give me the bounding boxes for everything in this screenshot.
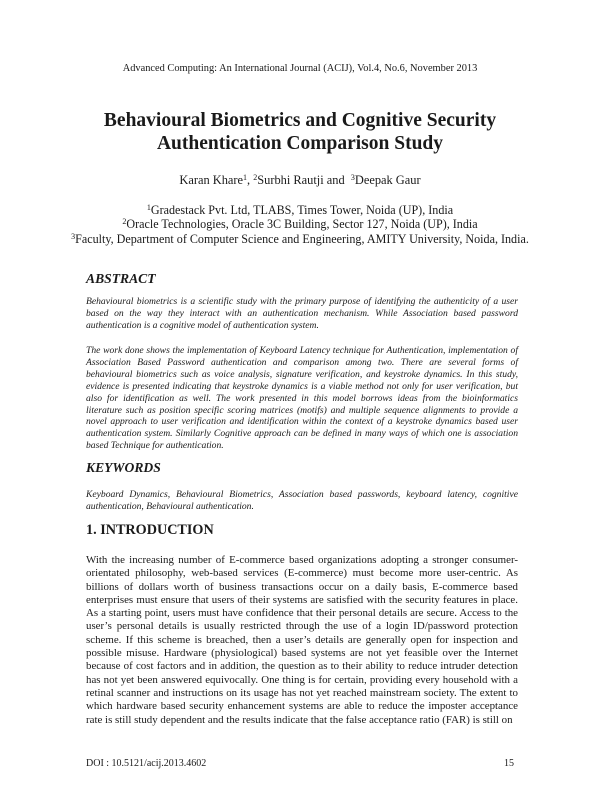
author-2-name: Surbhi Rautji and [257,173,345,187]
introduction-heading: 1. INTRODUCTION [86,522,214,538]
author-1 [179,173,253,187]
introduction-text: With the increasing number of E-commerce based organizations adopting a stronger consumer-orientated philosophy, web-based services (E-commerce) must become more user-centric. As billions of dollars worth of business transactions occur on a daily basis, E-commerce based enterprises must ensure that users of their systems are satisfied with the security features in place. As a starting point, users must have confidence that their personal details are secure. Access to the user’s personal details is usually restricted through the use of a login ID/password protection scheme. If this scheme is breached, then a user’s details are generally open for inspection and possible misuse. Hardware (physiological) based systems are not yet feasible over the Internet because of cost factors and in addition, the question as to their ability to reduce intruder detection has not yet been answered equivocally. One thing is for certain, providing every household with a retinal scanner and instructions on its usage has not yet reached mainstream society. The extent to which hardware based security enhancement systems are able to reduce the imposter acceptance rate is still study dependent and the results indicate that the false acceptance ratio (FAR) is still on [86,554,518,726]
affiliation-list [70,203,530,246]
author-1-mark: 1 [243,173,248,182]
author-2-mark: 2 [253,173,258,182]
abstract-paragraph-2: The work done shows the implementation of Keyboard Latency technique for Authentication, implementation of Association Based Password authentication and comparison among two. There are several forms of behavioural biometrics such as voice analysis, signature verification, and keystroke dynamics. In this study, evidence is presented indicating that keystroke dynamics is a viable method not only for user verification, but also for identification as well. The work presented in this model borrows ideas from the bioinformatics literature such as position specific scoring matrices (motifs) and multiple sequence alignments to provide a novel approach to user verification and identification within the context of a keystroke dynamics based user authentication system. Similarly Cognitive approach can be defined in many ways of which one is association based Technique for authentication. [86,345,518,452]
paper-title [60,109,540,155]
affiliation-3-mark: 3 [71,231,76,241]
affiliation-2-mark: 2 [122,217,127,227]
author-3-name: Deepak Gaur [354,173,421,187]
affiliation-3-text: Faculty, Department of Computer Science and Engineering, AMITY University, Noida, India. [75,231,529,246]
running-header: Advanced Computing: An International Journal (ACIJ), Vol.4, No.6, November 2013 [122,63,478,74]
author-3-mark: 3 [350,173,355,182]
keywords-heading: KEYWORDS [86,460,161,475]
title-line-1: Behavioural Biometrics and Cognitive Security [103,110,497,131]
affiliation-2 [70,217,530,231]
author-list [0,173,600,188]
title-line-2: Authentication Comparison Study [156,133,444,154]
doi-footer: DOI : 10.5121/acij.2013.4602 [86,758,207,769]
affiliation-1-text: Gradestack Pvt. Ltd, TLABS, Times Tower, Noida (UP), India [150,203,454,217]
keywords-text: Keyboard Dynamics, Behavioural Biometrics, Association based passwords, keyboard latency, cognitive authentication, Behavioural authentication. [86,489,518,512]
author-3 [351,173,421,187]
abstract-paragraph-1: Behavioural biometrics is a scientific study with the primary purpose of identifying the authenticity of a user based on the way they interact with an authentication mechanism. While Association based password authentication is a cognitive model of authentication system. [86,296,518,331]
author-1-sep: , [247,173,254,187]
author-1-name: Karan Khare [179,173,244,187]
affiliation-1 [70,203,530,217]
page-number: 15 [504,758,514,769]
affiliation-2-text: Oracle Technologies, Oracle 3C Building, Sector 127, Noida (UP), India [126,217,478,232]
affiliation-1-mark: 1 [146,203,151,212]
author-2 [253,173,351,187]
affiliation-3 [70,232,530,246]
abstract-heading: ABSTRACT [86,271,156,286]
